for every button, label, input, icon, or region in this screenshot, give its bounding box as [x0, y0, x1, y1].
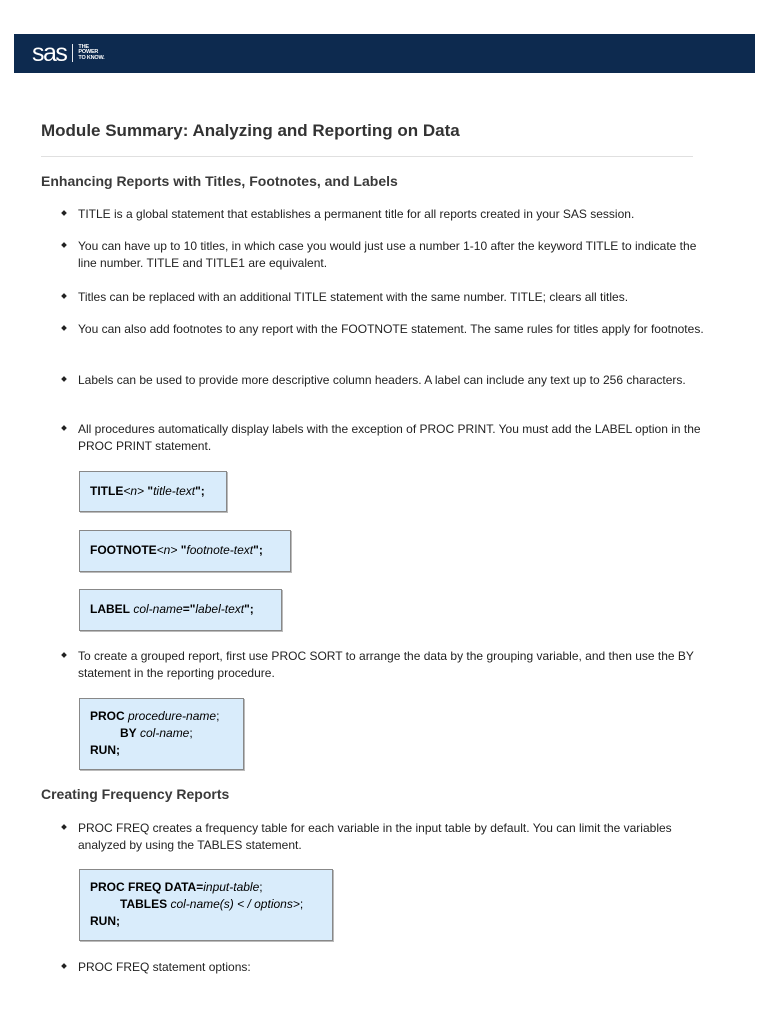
list-item: To create a grouped report, first use PROC SORT to arrange the data by the grouping variable, and then use the BY statement in the reporting procedure. — [62, 648, 718, 681]
list-item: Labels can be used to provide more descriptive column headers. A label can include any text up to 256 characters. — [62, 372, 718, 389]
footnote-syntax-box: FOOTNOTE<n> "footnote-text"; — [79, 530, 291, 572]
by-group-syntax-box: PROC procedure-name; BY col-name; RUN; — [79, 698, 244, 770]
list-item: You can have up to 10 titles, in which case you would just use a number 1-10 after the keyword TITLE to indicate the line number. TITLE and TITLE1 are equivalent. — [62, 238, 718, 271]
list-item: PROC FREQ statement options: — [62, 959, 718, 976]
label-syntax-box: LABEL col-name="label-text"; — [79, 589, 282, 631]
logo-tagline: THE POWER TO KNOW. — [78, 43, 105, 61]
list-item: You can also add footnotes to any report with the FOOTNOTE statement. The same rules for titles apply for footnotes. — [62, 321, 718, 338]
title-divider — [41, 156, 693, 157]
page-title: Module Summary: Analyzing and Reporting on Data — [41, 121, 460, 140]
list-item: All procedures automatically display labels with the exception of PROC PRINT. You must add the LABEL option in the PROC PRINT statement. — [62, 421, 718, 454]
section-heading-frequency-reports: Creating Frequency Reports — [41, 786, 230, 802]
logo-divider — [72, 44, 73, 62]
section-heading-titles-footnotes-labels: Enhancing Reports with Titles, Footnotes, and Labels — [41, 173, 398, 189]
list-item: TITLE is a global statement that establishes a permanent title for all reports created in your SAS session. — [62, 206, 718, 223]
sas-logo — [32, 38, 105, 68]
title-syntax-box: TITLE<n> "title-text"; — [79, 471, 227, 512]
sas-header-banner — [14, 34, 755, 73]
list-item: PROC FREQ creates a frequency table for each variable in the input table by default. You can limit the variables analyzed by using the TABLES statement. — [62, 820, 718, 853]
sas-logo-text: sas — [32, 39, 67, 67]
proc-freq-syntax-box: PROC FREQ DATA=input-table; TABLES col-name(s) < / options>; RUN; — [79, 869, 333, 941]
list-item: Titles can be replaced with an additional TITLE statement with the same number. TITLE; clears all titles. — [62, 289, 718, 306]
